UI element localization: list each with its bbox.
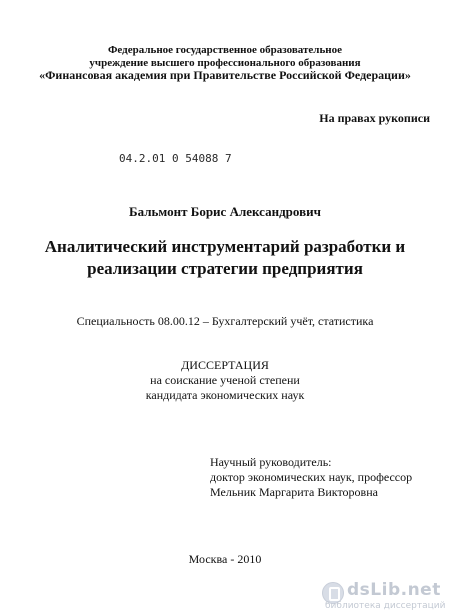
dissertation-title-line-1: Аналитический инструментарий разработки и [44,237,406,256]
institution-line-1: Федеральное государственное образовательное [107,44,343,56]
city-year: Москва - 2010 [188,552,262,566]
author-name: Бальмонт Борис Александрович [129,204,321,219]
dissertation-heading: ДИССЕРТАЦИЯ [181,358,269,372]
dissertation-degree-line: на соискание ученой степени [150,373,300,387]
supervisor-degree: доктор экономических наук, профессор [210,470,413,484]
rights-note: На правах рукописи [319,111,430,125]
institution-line-3: «Финансовая академия при Правительстве Российской Федерации» [39,68,411,82]
supervisor-name: Мельник Маргарита Викторовна [210,485,378,499]
dissertation-title-line-2: реализации стратегии предприятия [87,259,363,278]
supervisor-label: Научный руководитель: [210,455,332,469]
specialty: Специальность 08.00.12 – Бухгалтерский учёт, статистика [76,314,374,328]
library-stamp-code: 04.2.01 0 54088 7 [119,152,232,165]
dslib-watermark [322,580,446,611]
watermark-title: dsLib.net [347,580,441,600]
dissertation-field-line: кандидата экономических наук [145,388,305,402]
watermark-subtitle: библиотека диссертаций [325,601,446,611]
institution-line-2: учреждение высшего профессионального образования [89,57,361,69]
